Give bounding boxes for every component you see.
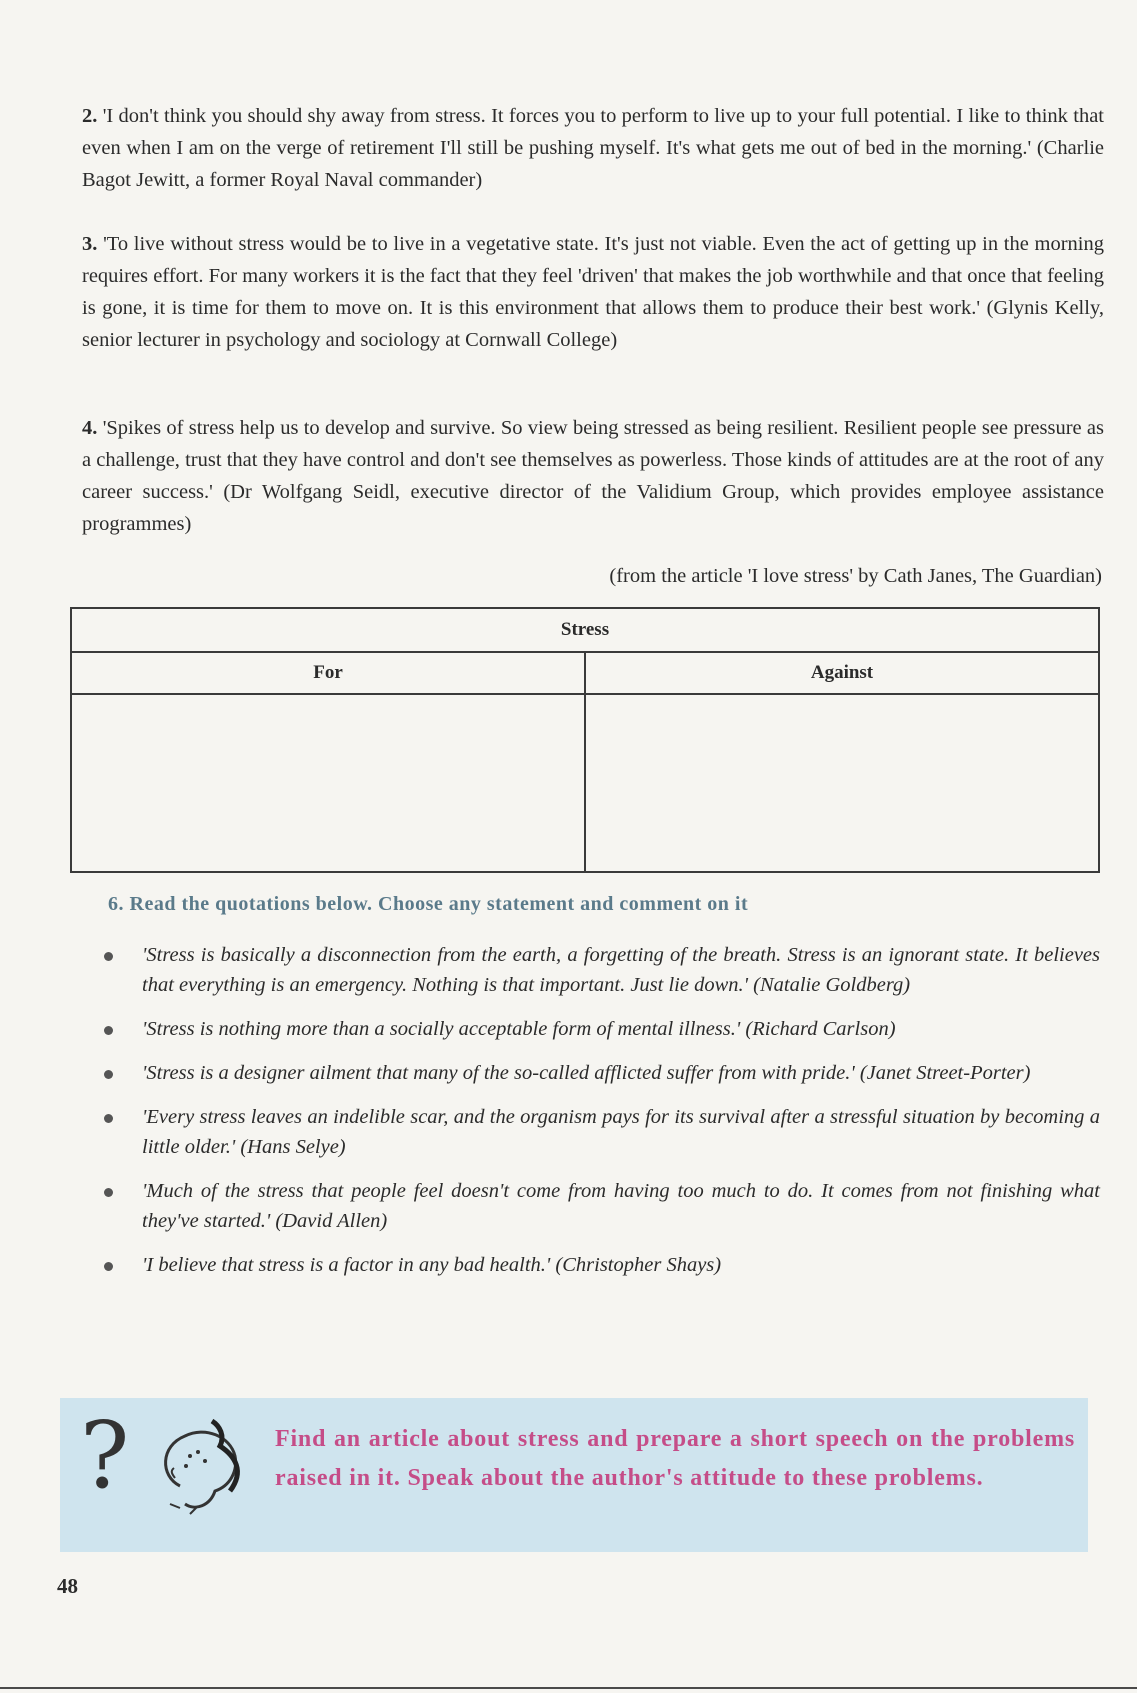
quotes-list	[100, 940, 1100, 1294]
table-title: Stress	[71, 608, 1099, 652]
bullet-icon	[104, 1114, 113, 1123]
paragraph-number: 2.	[82, 105, 98, 127]
bottom-rule	[0, 1687, 1137, 1689]
paragraph-text: 'Spikes of stress help us to develop and survive. So view being stressed as being resilient. Resilient people see pressure as a challenge, trust that they have control and don't see themselves as powerless. Those kinds of attitudes are at the root of any career success.' (Dr Wolfgang Seidl, executive director of the Validium Group, which provides employee assistance programmes)	[82, 417, 1105, 535]
list-item	[100, 940, 1100, 1000]
paragraph-4	[82, 412, 1104, 540]
thinking-head-icon	[150, 1416, 260, 1526]
list-item	[100, 1014, 1100, 1044]
page-number: 48	[57, 1574, 78, 1598]
for-cell[interactable]	[71, 694, 585, 872]
quote-text: 'Much of the stress that people feel doesn't come from having too much to do. It comes from not finishing what they've started.' (David Allen)	[142, 1180, 1100, 1232]
bullet-icon	[104, 952, 113, 961]
paragraph-text: 'I don't think you should shy away from stress. It forces you to perform to live up to your full potential. I like to think that even when I am on the verge of retirement I'll still be pushing myself. It's what gets me out of bed in the morning.' (Charlie Bagot Jewitt, a former Royal Naval commander)	[82, 105, 1104, 191]
paragraph-number: 3.	[82, 233, 98, 255]
quote-text: 'I believe that stress is a factor in any bad health.' (Christopher Shays)	[142, 1254, 722, 1276]
paragraph-number: 4.	[82, 417, 98, 439]
stress-table	[70, 607, 1100, 873]
article-source: (from the article 'I love stress' by Cath Janes, The Guardian)	[609, 565, 1102, 587]
task-heading: 6. Read the quotations below. Choose any statement and comment on it	[108, 893, 749, 915]
quote-text: 'Stress is basically a disconnection from the earth, a forgetting of the breath. Stress is an ignorant state. It believes that everything is an emergency. Nothing is that important. Just lie down.' (Natalie Goldberg)	[142, 944, 1100, 996]
against-cell[interactable]	[585, 694, 1099, 872]
quote-text: 'Stress is nothing more than a socially acceptable form of mental illness.' (Richard Carlson)	[142, 1018, 896, 1040]
bullet-icon	[104, 1070, 113, 1079]
list-item	[100, 1176, 1100, 1236]
speaking-task-box	[60, 1398, 1088, 1552]
list-item	[100, 1058, 1100, 1088]
bullet-icon	[104, 1262, 113, 1271]
question-mark-icon: ?	[80, 1402, 130, 1509]
quote-text: 'Stress is a designer ailment that many of the so-called afflicted suffer from with pride.' (Janet Street-Porter)	[142, 1062, 1031, 1084]
speaking-task-text: Find an article about stress and prepare a short speech on the problems raised in it. Speak about the author's attitude to these problems.	[275, 1426, 1075, 1491]
paragraph-text: 'To live without stress would be to live in a vegetative state. It's just not viable. Even the act of getting up in the morning requires effort. For many workers it is the fact that they feel 'driven' that makes the job worthwhile and that once that feeling is gone, it is time for them to move on. It is this environment that allows them to produce their best work.' (Glynis Kelly, senior lecturer in psychology and sociology at Cornwall College)	[82, 233, 1104, 351]
column-for-header: For	[71, 652, 585, 694]
quote-text: 'Every stress leaves an indelible scar, and the organism pays for its survival after a stressful situation by becoming a little older.' (Hans Selye)	[142, 1106, 1100, 1158]
paragraph-2	[82, 100, 1104, 196]
column-against-header: Against	[585, 652, 1099, 694]
list-item	[100, 1102, 1100, 1162]
paragraph-3	[82, 228, 1104, 356]
bullet-icon	[104, 1188, 113, 1197]
list-item	[100, 1250, 1100, 1280]
bullet-icon	[104, 1026, 113, 1035]
